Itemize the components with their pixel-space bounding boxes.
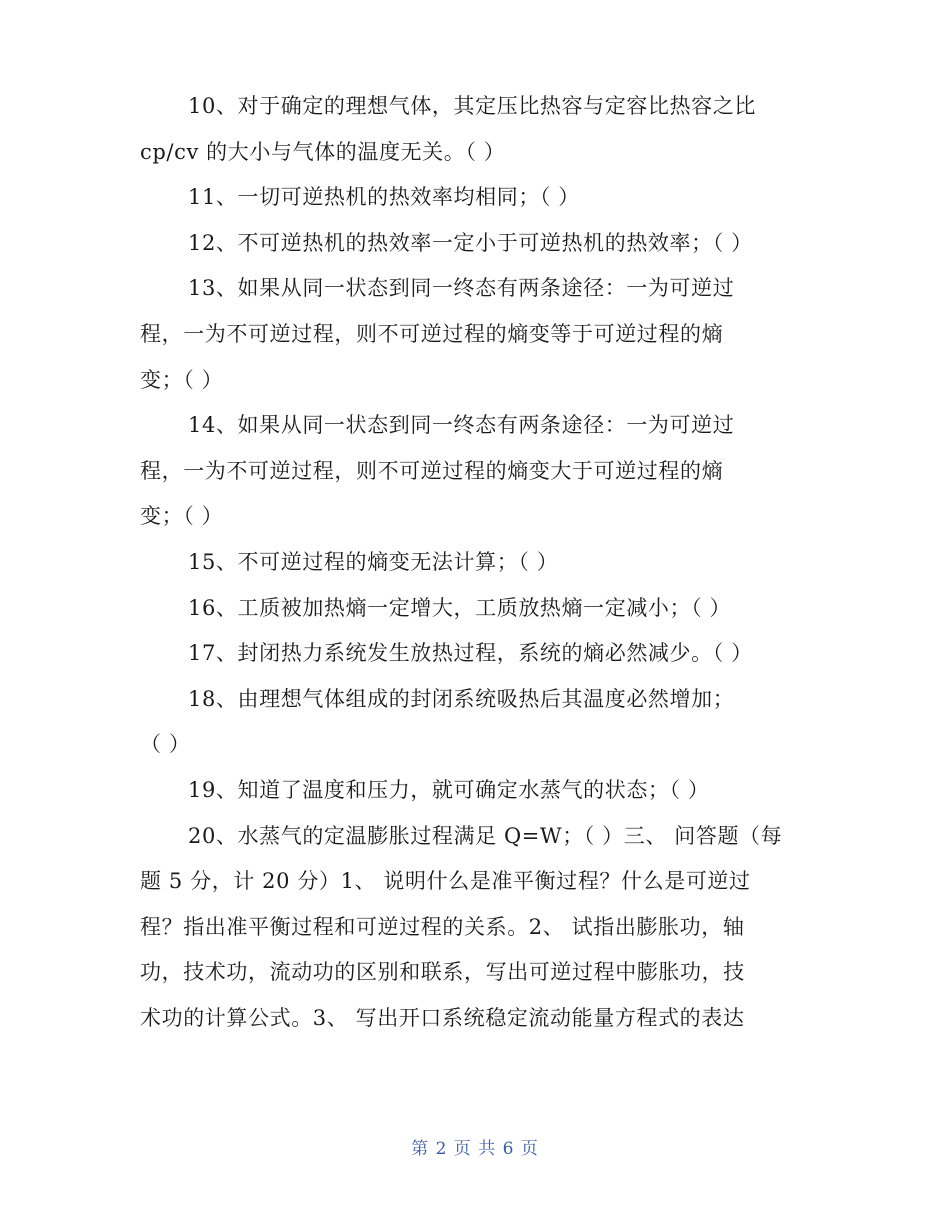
question-10-line-2: cp/cv 的大小与气体的温度无关。（ ） <box>140 139 506 164</box>
question-13-line-1: 13、如果从同一状态到同一终态有两条途径：一为可逆过 <box>188 276 735 301</box>
question-18-line-1: 18、由理想气体组成的封闭系统吸热后其温度必然增加； <box>188 686 735 711</box>
question-17: 17、封闭热力系统发生放热过程，系统的熵必然减少。（ ） <box>188 641 753 666</box>
page-number-footer: 第 2 页 共 6 页 <box>411 1139 539 1159</box>
question-13-line-2: 程，一为不可逆过程，则不可逆过程的熵变等于可逆过程的熵 <box>140 321 724 346</box>
question-15: 15、不可逆过程的熵变无法计算；（ ） <box>188 549 559 574</box>
question-10-line-1: 10、对于确定的理想气体，其定压比热容与定容比热容之比 <box>188 94 756 118</box>
section-3-line-4: 术功的计算公式。3、 写出开口系统稳定流动能量方程式的表达 <box>140 1005 745 1030</box>
section-3-line-3: 功，技术功，流动功的区别和联系，写出可逆过程中膨胀功，技 <box>140 960 745 985</box>
section-3-line-2: 程？指出准平衡过程和可逆过程的关系。2、 试指出膨胀功，轴 <box>140 914 745 939</box>
question-11: 11、一切可逆热机的热效率均相同；（ ） <box>188 185 580 210</box>
section-3-line-1: 题 5 分，计 20 分）1、 说明什么是准平衡过程？什么是可逆过 <box>140 869 751 894</box>
question-14-line-2: 程，一为不可逆过程，则不可逆过程的熵变大于可逆过程的熵 <box>140 458 724 483</box>
question-16: 16、工质被加热熵一定增大，工质放热熵一定减小；（ ） <box>188 595 732 620</box>
question-13-line-3: 变；（ ） <box>140 367 224 392</box>
question-19: 19、知道了温度和压力，就可确定水蒸气的状态；（ ） <box>188 777 710 802</box>
question-14-line-3: 变；（ ） <box>140 504 224 529</box>
question-20-line-1: 20、水蒸气的定温膨胀过程满足 Q=W；（ ）三、 问答题（每 <box>188 823 783 848</box>
document-body <box>140 84 810 1041</box>
question-12: 12、不可逆热机的热效率一定小于可逆热机的热效率；（ ） <box>188 230 753 255</box>
question-18-line-2: （ ） <box>140 732 191 757</box>
question-14-line-1: 14、如果从同一状态到同一终态有两条途径：一为可逆过 <box>188 413 735 438</box>
